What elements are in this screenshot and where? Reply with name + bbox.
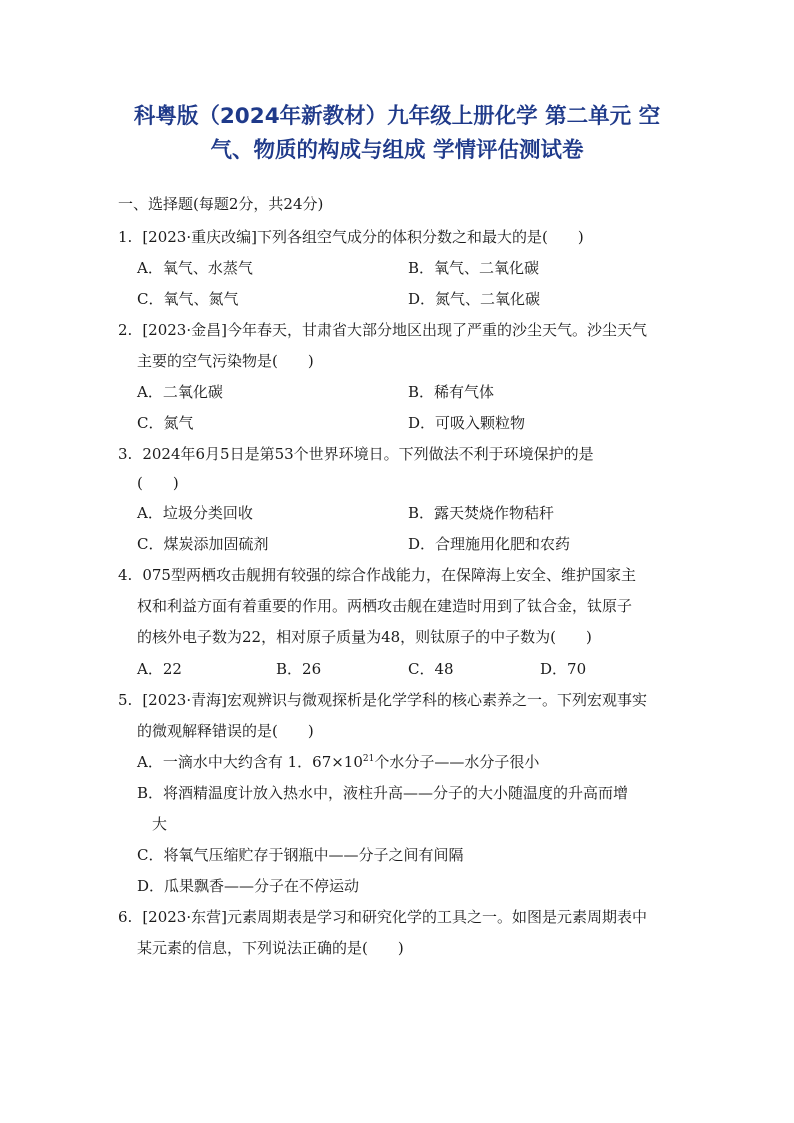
question-3-stem: 3. 2024年6月5日是第53个世界环境日。下列做法不利于环境保护的是 bbox=[118, 445, 594, 463]
q4-option-b: B．26 bbox=[276, 660, 322, 678]
q3-option-d: D．合理施用化肥和农药 bbox=[408, 535, 571, 553]
q1-option-a: A．氧气、水蒸气 bbox=[137, 259, 253, 277]
question-2-stem-cont: 主要的空气污染物是( ) bbox=[137, 352, 314, 370]
question-2-number: 2. bbox=[118, 321, 133, 339]
question-4-stem: 4. 075型两栖攻击舰拥有较强的综合作战能力，在保障海上安全、维护国家主 bbox=[118, 566, 636, 584]
q5-option-a: A．一滴水中大约含有 1．$67\times 10^{21}$个水分子——水分子很小 bbox=[137, 753, 540, 771]
question-4-number: 4. bbox=[118, 566, 133, 584]
q3-option-c: C．煤炭添加固硫剂 bbox=[137, 535, 269, 553]
question-5-number: 5. bbox=[118, 691, 133, 709]
q1-option-b: B．氧气、二氧化碳 bbox=[408, 259, 540, 277]
question-5-stem: 5. [2023·青海]宏观辨识与微观探析是化学学科的核心素养之一。下列宏观事实 bbox=[118, 691, 647, 709]
question-6-number: 6. bbox=[118, 908, 133, 926]
q5-option-d: D．瓜果飘香——分子在不停运动 bbox=[137, 877, 360, 895]
question-6-stem: 6. [2023·东营]元素周期表是学习和研究化学的工具之一。如图是元素周期表中 bbox=[118, 908, 647, 926]
question-5-stem-cont: 的微观解释错误的是( ) bbox=[137, 722, 314, 740]
q2-option-b: B．稀有气体 bbox=[408, 383, 495, 401]
question-1-number: 1. bbox=[118, 228, 133, 246]
question-2-stem: 2. [2023·金昌]今年春天，甘肃省大部分地区出现了严重的沙尘天气。沙尘天气 bbox=[118, 321, 647, 339]
question-4-stem-cont-1: 权和利益方面有着重要的作用。两栖攻击舰在建造时用到了钛合金，钛原子 bbox=[137, 597, 633, 615]
question-3-stem-cont: ( ) bbox=[137, 474, 179, 492]
section-heading: 一、选择题(每题2分，共24分) bbox=[118, 195, 324, 213]
q4-option-a: A．22 bbox=[137, 660, 182, 678]
question-4-stem-cont-2: 的核外电子数为22，相对原子质量为48，则钛原子的中子数为( ) bbox=[137, 628, 592, 646]
title-line-2: 气、物质的构成与组成 学情评估测试卷 bbox=[210, 138, 584, 163]
q2-option-a: A．二氧化碳 bbox=[137, 383, 223, 401]
q5-option-b: B．将酒精温度计放入热水中，液柱升高——分子的大小随温度的升高而增 bbox=[137, 784, 629, 802]
question-6-stem-cont: 某元素的信息，下列说法正确的是( ) bbox=[137, 939, 404, 957]
q3-option-a: A．垃圾分类回收 bbox=[137, 504, 253, 522]
question-1-stem: 1. [2023·重庆改编]下列各组空气成分的体积分数之和最大的是( ) bbox=[118, 228, 584, 246]
q1-option-d: D．氮气、二氧化碳 bbox=[408, 290, 541, 308]
q2-option-c: C．氮气 bbox=[137, 414, 194, 432]
q2-option-d: D．可吸入颗粒物 bbox=[408, 414, 526, 432]
question-3-number: 3. bbox=[118, 445, 133, 463]
q4-option-c: C．48 bbox=[408, 660, 454, 678]
q1-option-c: C．氧气、氮气 bbox=[137, 290, 239, 308]
exponent: 21 bbox=[362, 754, 375, 764]
q5-option-b-cont: 大 bbox=[152, 815, 168, 833]
q4-option-d: D．70 bbox=[540, 660, 587, 678]
q5-option-c: C．将氧气压缩贮存于钢瓶中——分子之间有间隔 bbox=[137, 846, 464, 864]
page-title bbox=[110, 100, 684, 168]
title-line-1: 科粤版（2024年新教材）九年级上册化学 第二单元 空 bbox=[133, 104, 661, 129]
q3-option-b: B．露天焚烧作物秸秆 bbox=[408, 504, 555, 522]
